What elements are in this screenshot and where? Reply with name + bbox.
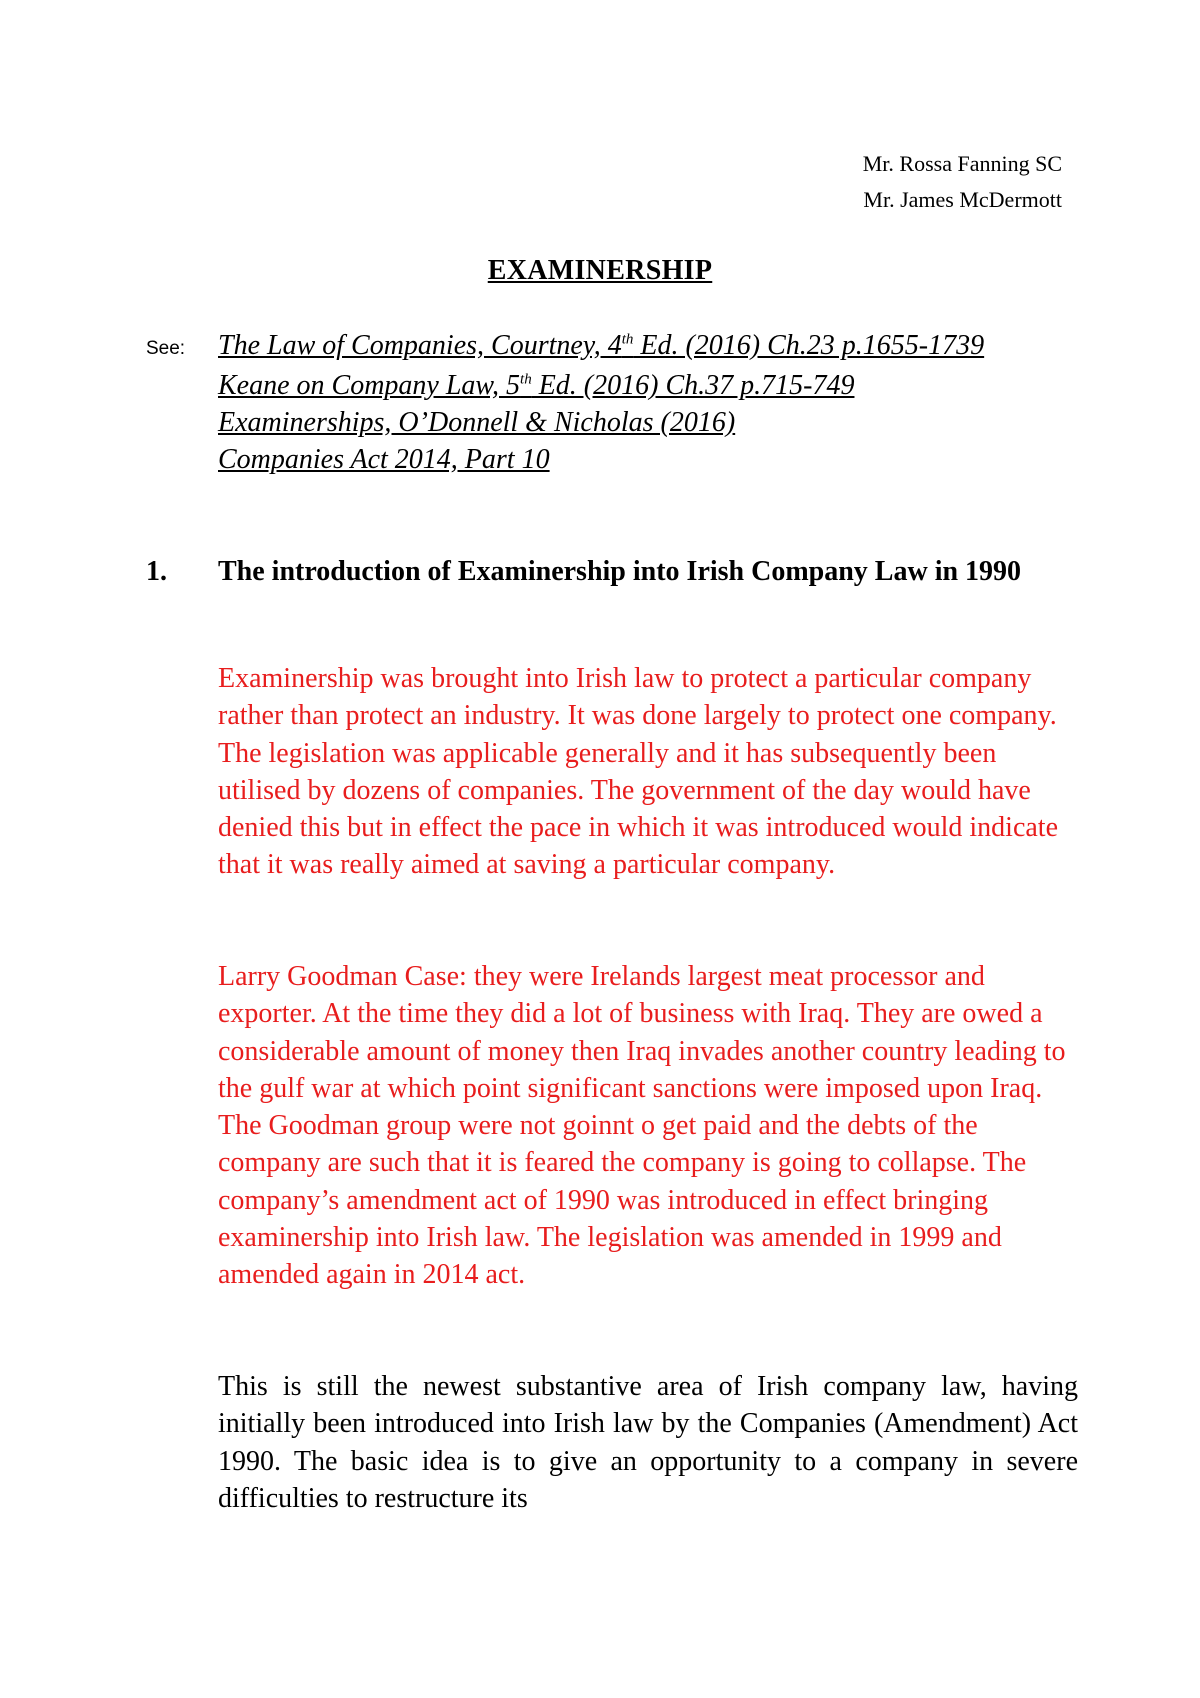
author-1: Mr. Rossa Fanning SC <box>862 151 1062 176</box>
reference-companies-act: Companies Act 2014, Part 10 <box>218 444 550 475</box>
author-block <box>863 146 1062 218</box>
paragraph-goodman-case: Larry Goodman Case: they were Irelands largest meat processor and exporter. At the time they did a lot of business with Iraq. They are owed a considerable amount of money then Iraq invades another country leading to the gulf war at which point significant sanctions were imposed upon Iraq. The Goodman group were not goinnt o get paid and the debts of the company are such that it is feared the company is going to collapse. The company’s amendment act of 1990 was introduced in effect bringing examinership into Irish law. The legislation was amended in 1999 and amended again in 2014 act. <box>218 961 1066 1291</box>
reference-courtney <box>218 330 984 361</box>
reference-courtney-sup: th <box>621 331 634 348</box>
reference-keane-sup: th <box>520 371 532 388</box>
see-label: See: <box>146 338 186 359</box>
section-heading <box>146 553 1046 590</box>
reference-keane-text-end: Ed. (2016) Ch.37 p.715-749 <box>531 370 855 401</box>
reference-courtney-text: The Law of Companies, Courtney, 4 <box>218 330 622 361</box>
reference-odonnell-line <box>146 404 1076 441</box>
document-title: EXAMINERSHIP <box>487 255 713 286</box>
reference-odonnell: Examinerships, O’Donnell & Nicholas (2016) <box>218 407 736 438</box>
section-number: 1. <box>146 556 167 587</box>
section-heading-text: The introduction of Examinership into Irish Company Law in 1990 <box>218 556 1022 587</box>
paragraph-newest-area: This is still the newest substantive area of Irish company law, having initially been introduced into Irish law by the Companies (Amendment) Act 1990. The basic idea is to give an opportunity to a company in severe difficulties to restructure its <box>218 1371 1078 1514</box>
reference-keane-line <box>146 367 1076 404</box>
reference-list <box>146 327 1076 478</box>
paragraph-examinership-origin: Examinership was brought into Irish law to protect a particular company rather than protect an industry. It was done largely to protect one company. The legislation was applicable generally and it has subsequently been utilised by dozens of companies. The government of the day would have denied this but in effect the pace in which it was introduced would indicate that it was really aimed at saving a particular company. <box>218 663 1059 881</box>
reference-keane <box>218 370 854 401</box>
reference-companies-act-line <box>146 441 1076 478</box>
reference-courtney-text-end: Ed. (2016) Ch.23 p.1655-1739 <box>633 330 985 361</box>
reference-keane-text: Keane on Company Law, 5 <box>218 370 521 401</box>
author-2: Mr. James McDermott <box>863 187 1062 212</box>
